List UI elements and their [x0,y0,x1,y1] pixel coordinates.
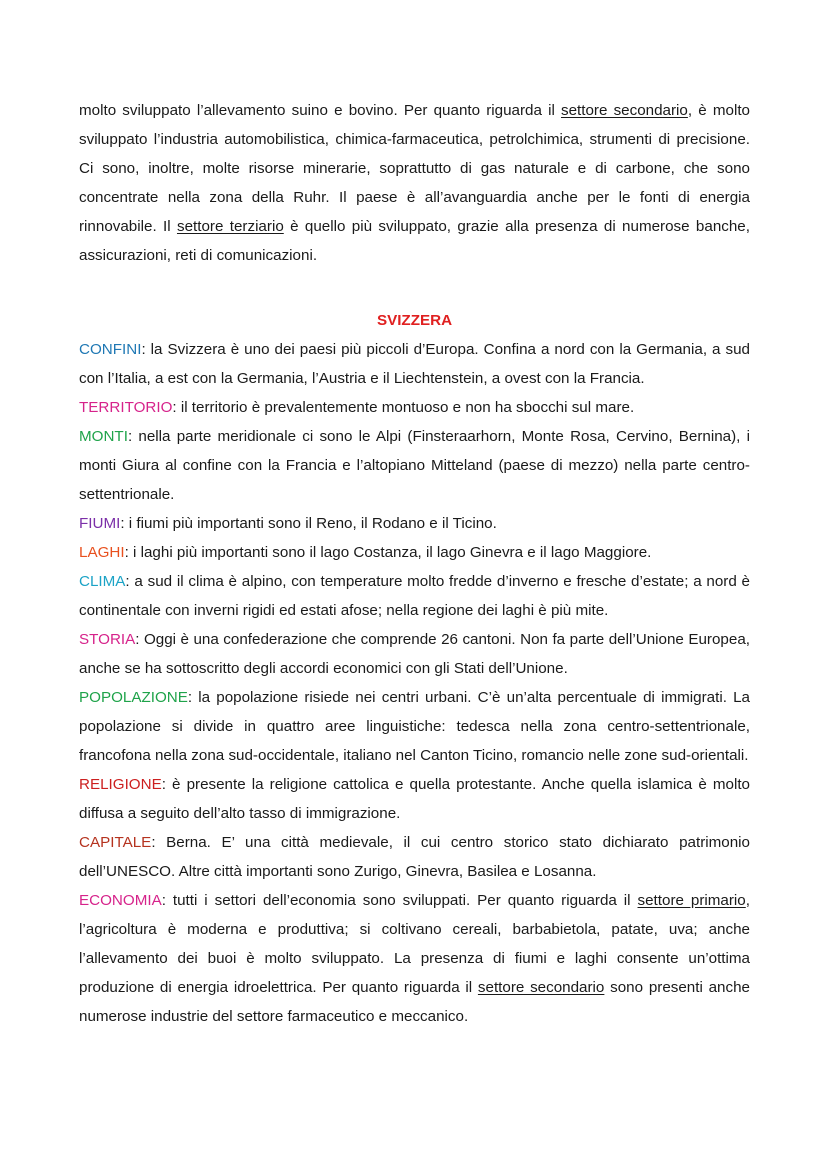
text-confini: : la Svizzera è uno dei paesi più piccoli d’Europa. Confina a nord con la Germania, a sud con l’Italia, a est con la Germania, l’Austria e il Liechtenstein, a ovest con la Francia. [79,341,750,387]
section-clima [79,567,750,625]
text-laghi: : i laghi più importanti sono il lago Costanza, il lago Ginevra e il lago Maggiore. [124,544,652,561]
text-fiumi: : i fiumi più importanti sono il Reno, il Rodano e il Ticino. [120,515,497,532]
section-religione [79,770,750,828]
text-economia-3: sono presenti anche numerose industrie del settore farmaceutico e meccanico. [79,979,750,1025]
label-capitale: CAPITALE [79,834,152,851]
intro-text-3: è quello più sviluppato, grazie alla presenza di numerose banche, assicurazioni, reti di comunicazioni. [79,218,750,264]
label-storia: STORIA [79,631,136,648]
label-confini: CONFINI [79,341,142,358]
text-capitale: : Berna. E’ una città medievale, il cui centro storico stato dichiarato patrimonio dell’UNESCO. Altre città importanti sono Zurigo, Ginevra, Basilea e Losanna. [79,834,750,880]
section-fiumi [79,509,750,538]
section-economia [79,886,750,1031]
label-economia: ECONOMIA [79,892,162,909]
section-popolazione [79,683,750,770]
section-confini [79,335,750,393]
intro-underline-terziario: settore terziario [176,218,284,235]
section-territorio [79,393,750,422]
text-storia: : Oggi è una confederazione che comprende 26 cantoni. Non fa parte dell’Unione Europea, anche se ha sottoscritto degli accordi economici con gli Stati dell’Unione. [79,631,750,677]
label-laghi: LAGHI [79,544,125,561]
intro-text-2: , è molto sviluppato l’industria automobilistica, chimica-farmaceutica, petrolchimica, strumenti di precisione. Ci sono, inoltre, molte risorse minerarie, soprattutto di gas naturale e di carbone, che sono concentrate nella zona della Ruhr. Il paese è all’avanguardia anche per le fonti di energia rinnovabile. Il [79,102,751,235]
text-economia-1: : tutti i settori dell’economia sono sviluppati. Per quanto riguarda il [161,892,638,909]
label-popolazione: POPOLAZIONE [79,689,188,706]
section-monti [79,422,750,509]
underline-settore-primario: settore primario [637,892,746,909]
section-title: SVIZZERA [376,312,453,329]
label-monti: MONTI [79,428,128,445]
text-territorio: : il territorio è prevalentemente montuoso e non ha sbocchi sul mare. [172,399,635,416]
intro-paragraph [79,96,750,270]
text-clima: : a sud il clima è alpino, con temperature molto fredde d’inverno e fresche d’estate; a nord è continentale con inverni rigidi ed estati afose; nella regione dei laghi è più mite. [79,573,750,619]
intro-underline-secondario: settore secondario [561,102,688,119]
text-popolazione: : la popolazione risiede nei centri urbani. C’è un’alta percentuale di immigrati. La popolazione si divide in quattro aree linguistiche: tedesca nella zona centro-settentrionale, francofona nella zona sud-occidentale, italiano nel Canton Ticino, romancio nelle zone sud-orientali. [79,689,750,764]
text-monti: : nella parte meridionale ci sono le Alpi (Finsteraarhorn, Monte Rosa, Cervino, Bernina), i monti Giura al confine con la Francia e l’altopiano Mitteland (paese di mezzo) nella parte centro-settentrionale. [79,428,750,503]
underline-settore-secondario: settore secondario [477,979,605,996]
text-religione: : è presente la religione cattolica e quella protestante. Anche quella islamica è molto diffusa a seguito dell’alto tasso di immigrazione. [79,776,750,822]
section-storia [79,625,750,683]
text-economia-2: , l’agricoltura è moderna e produttiva; si coltivano cereali, barbabietola, patate, uva; anche l’allevamento dei buoi è molto sviluppato. La presenza di fiumi e laghi consente un’ottima produzione di energia idroelettrica. Per quanto riguarda il [79,892,750,996]
label-religione: RELIGIONE [79,776,162,793]
section-capitale [79,828,750,886]
intro-text-1: molto sviluppato l’allevamento suino e bovino. Per quanto riguarda il [79,102,561,119]
section-laghi [79,538,750,567]
label-fiumi: FIUMI [79,515,121,532]
label-territorio: TERRITORIO [79,399,173,416]
label-clima: CLIMA [79,573,126,590]
